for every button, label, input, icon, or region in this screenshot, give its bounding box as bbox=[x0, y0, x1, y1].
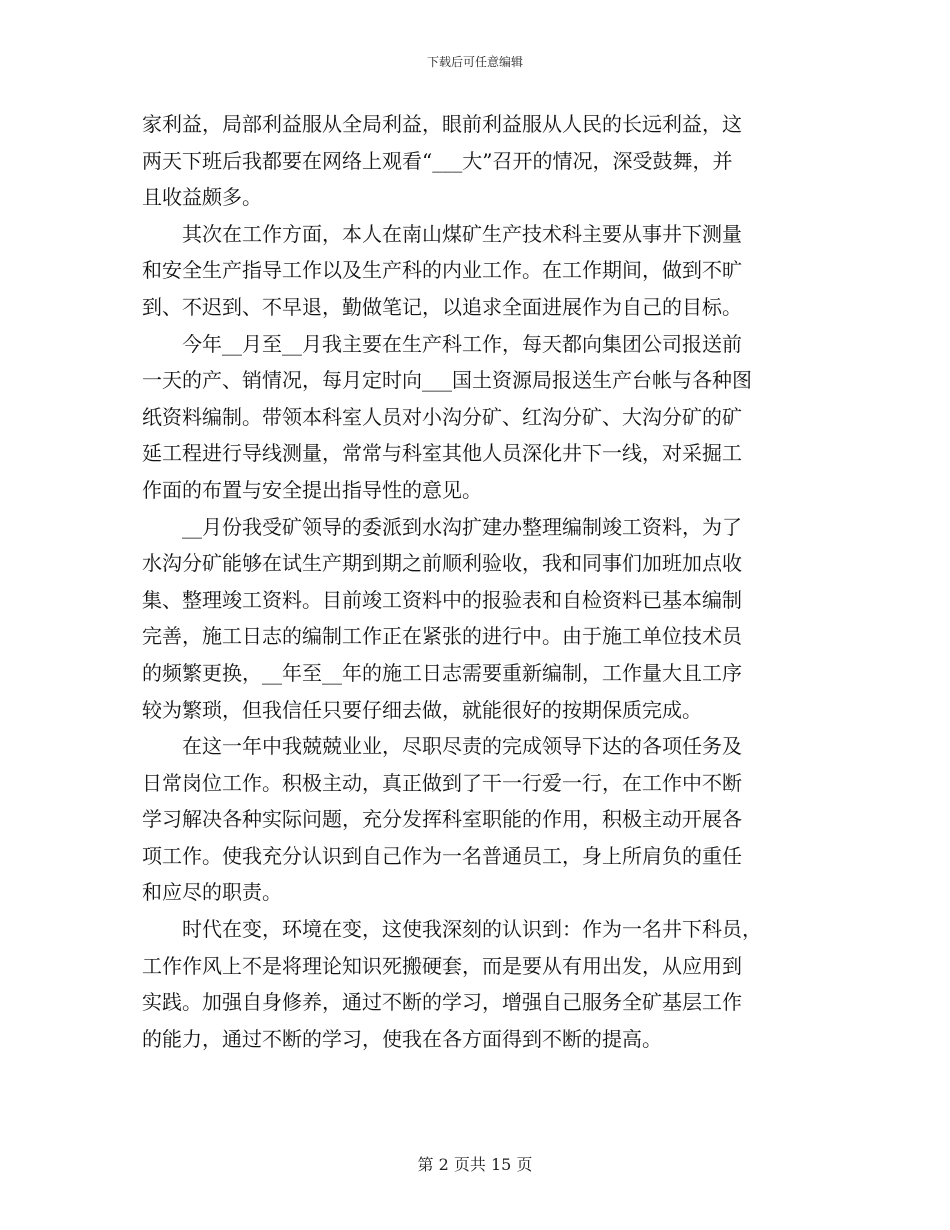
text-line: 两天下班后我都要在网络上观看“___大”召开的情况，深受鼓舞，并 bbox=[142, 148, 733, 173]
text-line: 到、不迟到、不早退，勤做笔记，以追求全面进展作为自己的目标。 bbox=[142, 294, 742, 319]
text-line: 家利益，局部利益服从全局利益，眼前利益服从人民的长远利益，这 bbox=[142, 112, 742, 136]
text-line: 其次在工作方面，本人在南山煤矿生产技术科主要从事井下测量 bbox=[142, 221, 742, 246]
text-line: 实践。加强自身修养，通过不断的学习，增强自己服务全矿基层工作 bbox=[142, 990, 742, 1015]
text-line: 且收益颇多。 bbox=[142, 185, 262, 210]
text-line: 今年__月至__月我主要在生产科工作，每天都向集团公司报送前 bbox=[142, 331, 742, 356]
document-body bbox=[142, 106, 808, 1057]
text-line: 学习解决各种实际问题，充分发挥科室职能的作用，积极主动开展各 bbox=[142, 807, 742, 832]
text-line: 的频繁更换，__年至__年的施工日志需要重新编制，工作量大且工序 bbox=[142, 660, 742, 685]
text-line: __月份我受矿领导的委派到水沟扩建办整理编制竣工资料，为了 bbox=[142, 514, 742, 539]
text-line: 工作作风上不是将理论知识死搬硬套，而是要从有用出发，从应用到 bbox=[142, 953, 742, 978]
page-number-footer: 第 2 页共 15 页 bbox=[417, 1155, 533, 1174]
page-header: 下载后可任意编辑 bbox=[426, 55, 523, 69]
text-line: 较为繁琐，但我信任只要仔细去做，就能很好的按期保质完成。 bbox=[142, 697, 702, 722]
text-line: 集、整理竣工资料。目前竣工资料中的报验表和自检资料已基本编制 bbox=[142, 587, 742, 612]
text-line: 水沟分矿能够在试生产期到期之前顺利验收，我和同事们加班加点收 bbox=[142, 551, 742, 576]
text-line: 日常岗位工作。积极主动，真正做到了干一行爱一行，在工作中不断 bbox=[142, 770, 742, 795]
text-line: 和应尽的职责。 bbox=[142, 880, 282, 905]
text-line: 的能力，通过不断的学习，使我在各方面得到不断的提高。 bbox=[142, 1026, 662, 1051]
text-line: 完善，施工日志的编制工作正在紧张的进行中。由于施工单位技术员 bbox=[142, 624, 742, 649]
text-line: 在这一年中我兢兢业业，尽职尽责的完成领导下达的各项任务及 bbox=[142, 734, 742, 759]
text-line: 作面的布置与安全提出指导性的意见。 bbox=[142, 477, 482, 502]
text-line: 项工作。使我充分认识到自己作为一名普通员工，身上所肩负的重任 bbox=[142, 843, 742, 868]
text-line: 和安全生产指导工作以及生产科的内业工作。在工作期间，做到不旷 bbox=[142, 258, 742, 283]
text-line: 一天的产、销情况，每月定时向___国土资源局报送生产台帐与各种图 bbox=[142, 368, 752, 393]
text-line: 延工程进行导线测量，常常与科室其他人员深化井下一线，对采掘工 bbox=[142, 441, 742, 466]
text-line: 纸资料编制。带领本科室人员对小沟分矿、红沟分矿、大沟分矿的矿 bbox=[142, 404, 742, 429]
text-line: 时代在变，环境在变，这使我深刻的认识到：作为一名井下科员， bbox=[142, 917, 762, 942]
